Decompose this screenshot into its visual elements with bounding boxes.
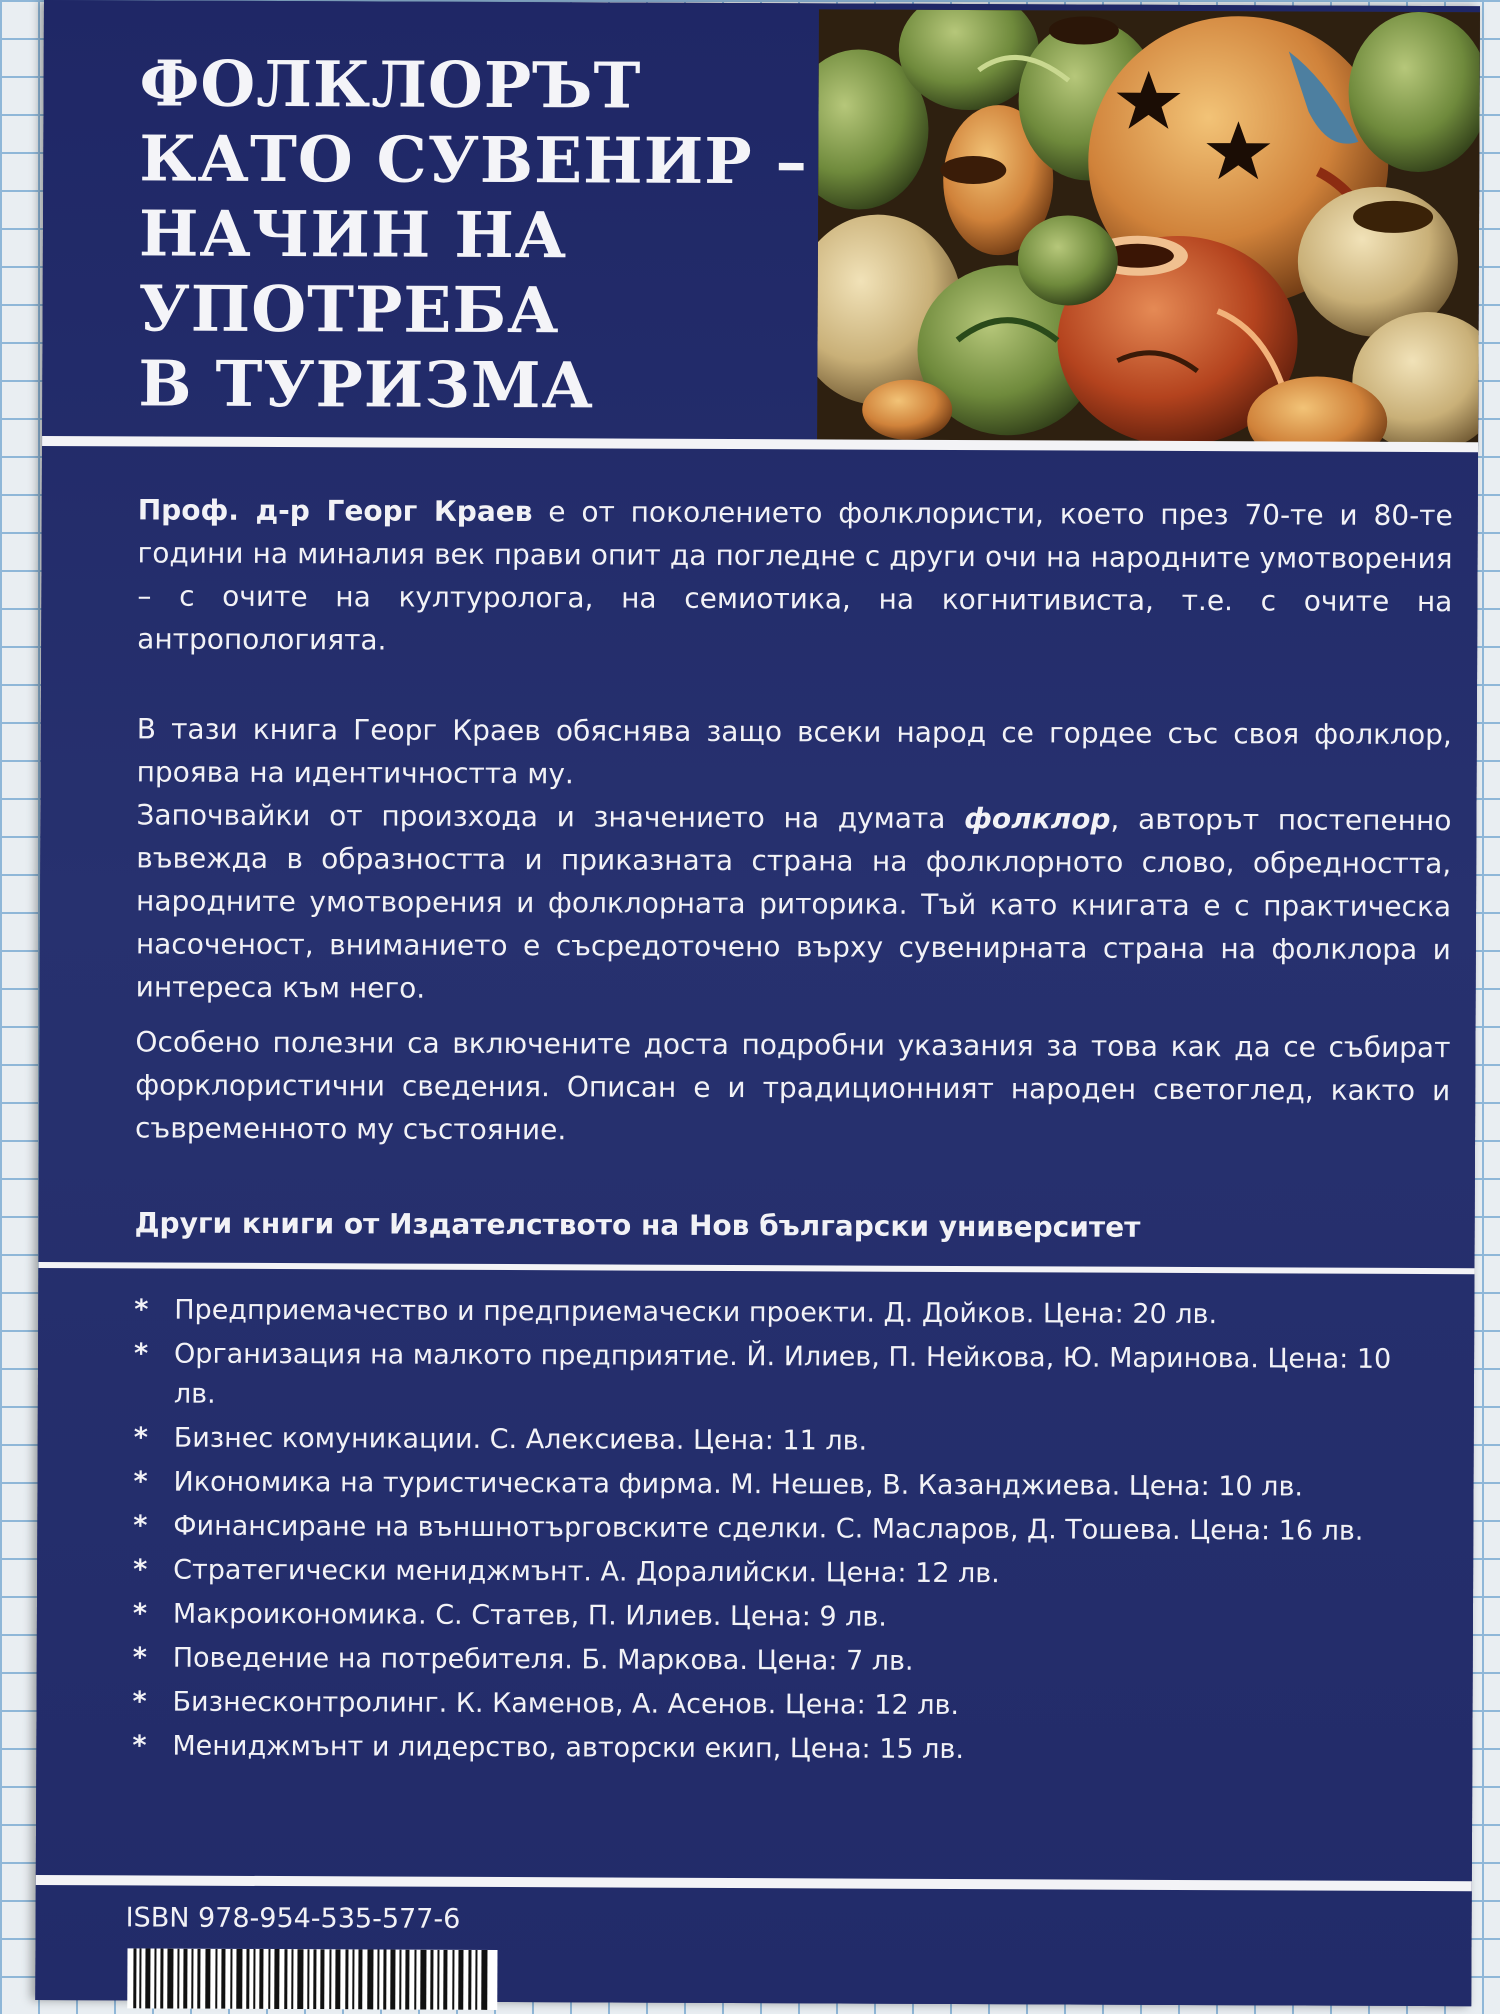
paragraph-text: Започвайки от произхода и значението на думата — [136, 798, 965, 836]
title-line: ФОЛКЛОРЪТ — [139, 46, 642, 123]
ceramic-pots-photo — [817, 9, 1480, 446]
description-paragraph — [137, 488, 1453, 666]
book-list-item: * Финансиране на външнотърговските сделки. С. Масларов, Д. Тошева. Цена: 16 лв. — [133, 1506, 1433, 1552]
author-name: Проф. д-р Георг Краев — [137, 493, 533, 529]
paragraph-text: е от поколението фолклористи, което през 70-те и 80-те години на миналия век прави опит да погледне с други очи на народните умотворения – с очите на културолога, на семиотика, на когнитивиста, т.е. с очите на антропологията. — [137, 495, 1453, 657]
divider-rule — [38, 1262, 1474, 1274]
barcode — [127, 1948, 497, 2010]
description-paragraph: В тази книга Георг Краев обяснява защо всеки народ се гордее със своя фолклор, проява на идентичността му. — [136, 712, 1452, 791]
book-list-item: * Икономика на туристическата фирма. М. Нешев, В. Казанджиева. Цена: 10 лв. — [133, 1462, 1433, 1508]
description-paragraph — [136, 793, 1452, 1014]
paragraph-text: , авторът постепенно въвежда в образността и приказната страна на фолклорното слово, обредността, народните умотворения и фолклорната риторика. Тъй като книгата е с практическа насоченост, вниманието е съсредоточено върху сувенирната страна на фолклора и интереса към него. — [135, 802, 1452, 1005]
description-paragraph: Особено полезни са включените доста подробни указания за това как да се събират форклористични сведения. Описан е и традиционният народен светоглед, както и съвременното му състояние. — [135, 1025, 1451, 1147]
book-list-item: * Бизнес комуникации. С. Алексиева. Цена: 11 лв. — [134, 1418, 1434, 1464]
book-list-item: * Организация на малкото предприятие. Й. Илиев, П. Нейкова, Ю. Маринова. Цена: 10 лв. — [134, 1334, 1434, 1420]
divider-rule — [36, 1875, 1472, 1891]
other-books-list — [132, 1290, 1434, 1776]
book-title — [138, 46, 840, 424]
title-line: КАТО СУВЕНИР – — [139, 121, 809, 199]
book-list-item: * Бизнесконтролинг. К. Каменов, А. Асенов. Цена: 12 лв. — [132, 1682, 1432, 1728]
other-books-heading: Други книги от Издателството на Нов български университет — [134, 1206, 1141, 1244]
title-line: УПОТРЕБА — [138, 271, 560, 348]
title-line: НАЧИН НА — [138, 196, 568, 273]
book-list-item: * Мениджмънт и лидерство, авторски екип, Цена: 15 лв. — [132, 1726, 1432, 1772]
title-line: В ТУРИЗМА — [138, 346, 595, 423]
emphasized-word: фолклор — [964, 802, 1111, 836]
book-back-cover — [35, 0, 1480, 2006]
book-list-item: * Макроикономика. С. Статев, П. Илиев. Цена: 9 лв. — [133, 1594, 1433, 1640]
isbn-number: ISBN 978-954-535-577-6 — [125, 1902, 461, 1935]
book-list-item: * Поведение на потребителя. Б. Маркова. Цена: 7 лв. — [133, 1638, 1433, 1684]
book-list-item: * Предприемачество и предприемачески проекти. Д. Дойков. Цена: 20 лв. — [134, 1290, 1434, 1336]
book-list-item: * Стратегически мениджмънт. А. Доралийски. Цена: 12 лв. — [133, 1550, 1433, 1596]
